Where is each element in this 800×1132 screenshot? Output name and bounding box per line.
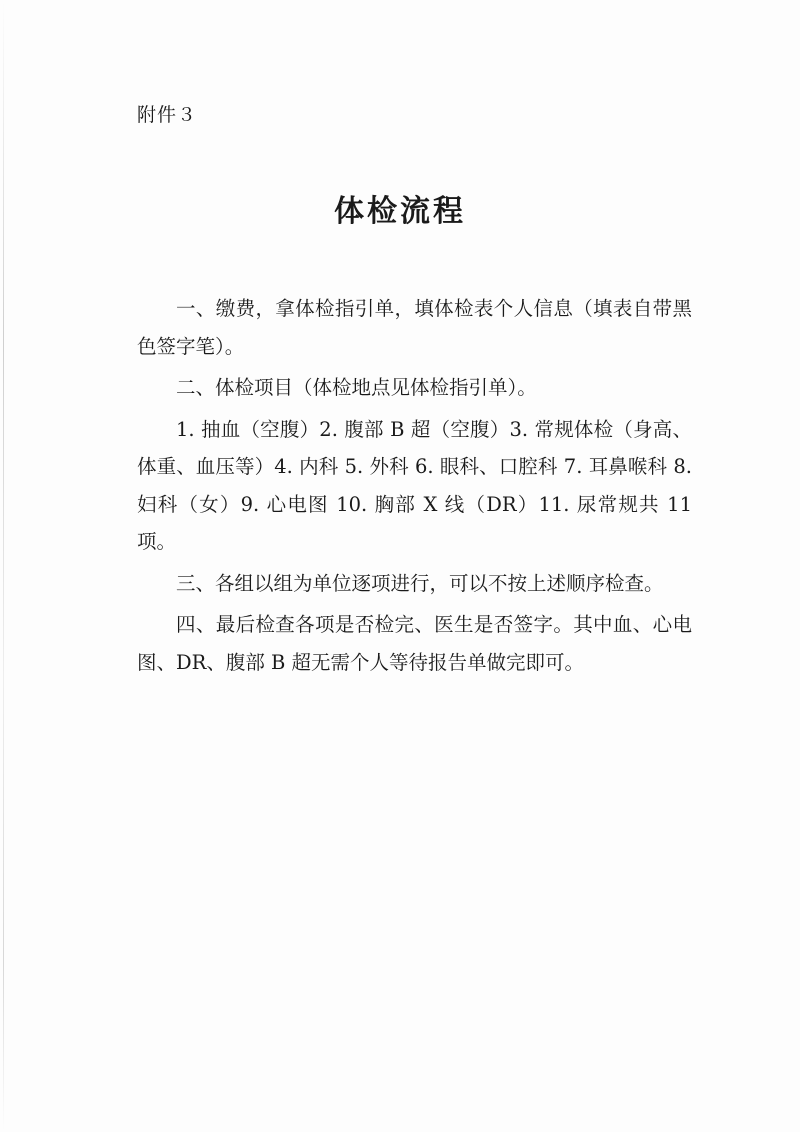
attachment-label: 附件３ (137, 104, 198, 126)
document-title: 体检流程 (334, 194, 466, 229)
paragraph-order: 三、各组以组为单位逐项进行，可以不按上述顺序检查。 (176, 571, 664, 595)
paragraph-final-check: 四、最后检查各项是否检完、医生是否签字。其中血、心电图、DR、腹部 B 超无需个人等待报告单做完即可。 (137, 613, 692, 674)
document-body (137, 290, 692, 681)
paragraph-items-heading: 二、体检项目（体检地点见体检指引单）。 (176, 376, 537, 399)
scan-edge-shadow (3, 0, 4, 1132)
paragraph-payment: 一、缴费，拿体检指引单，填体检表个人信息（填表自带黑色签字笔）。 (137, 297, 692, 358)
paragraph-items-list: 1. 抽血（空腹）2. 腹部 B 超（空腹）3. 常规体检（身高、体重、血压等）4. 内科 5. 外科 6. 眼科、口腔科 7. 耳鼻喉科 8. 妇科（女）9. 心电图 10. 胸部 X 线（DR）11. 尿常规共 11 项。 (137, 417, 692, 553)
